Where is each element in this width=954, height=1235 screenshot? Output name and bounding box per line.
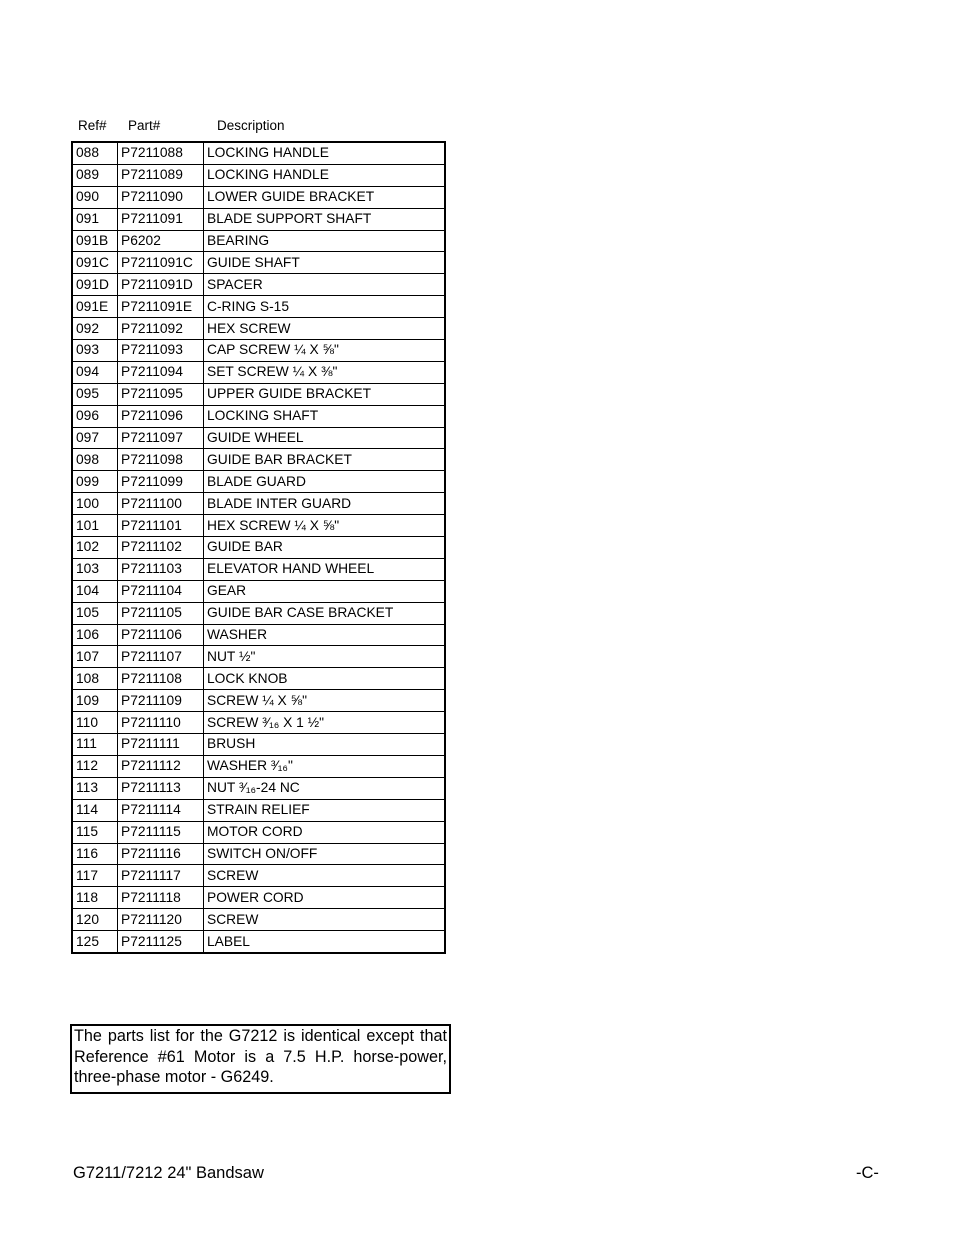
parts-table bbox=[71, 141, 446, 954]
cell-part: P7211094 bbox=[118, 361, 204, 383]
cell-part: P7211116 bbox=[118, 843, 204, 865]
cell-description: LOCKING SHAFT bbox=[204, 405, 446, 427]
cell-description: LOWER GUIDE BRACKET bbox=[204, 186, 446, 208]
table-row bbox=[72, 318, 445, 340]
cell-description: BEARING bbox=[204, 230, 446, 252]
cell-ref: 101 bbox=[72, 515, 118, 537]
cell-ref: 091C bbox=[72, 252, 118, 274]
table-row bbox=[72, 340, 445, 362]
cell-ref: 103 bbox=[72, 558, 118, 580]
cell-ref: 091B bbox=[72, 230, 118, 252]
cell-part: P7211095 bbox=[118, 383, 204, 405]
cell-ref: 090 bbox=[72, 186, 118, 208]
cell-description: SCREW bbox=[204, 865, 446, 887]
cell-ref: 107 bbox=[72, 646, 118, 668]
cell-ref: 098 bbox=[72, 449, 118, 471]
cell-part: P7211091 bbox=[118, 208, 204, 230]
cell-ref: 112 bbox=[72, 755, 118, 777]
cell-ref: 094 bbox=[72, 361, 118, 383]
table-row bbox=[72, 274, 445, 296]
cell-description: LOCK KNOB bbox=[204, 668, 446, 690]
footer-title: G7211/7212 24" Bandsaw bbox=[73, 1164, 264, 1182]
table-row bbox=[72, 755, 445, 777]
table-row bbox=[72, 383, 445, 405]
cell-description: GUIDE BAR bbox=[204, 537, 446, 559]
table-row bbox=[72, 909, 445, 931]
cell-ref: 106 bbox=[72, 624, 118, 646]
cell-part: P7211108 bbox=[118, 668, 204, 690]
table-row bbox=[72, 252, 445, 274]
cell-ref: 102 bbox=[72, 537, 118, 559]
cell-part: P7211106 bbox=[118, 624, 204, 646]
cell-ref: 099 bbox=[72, 471, 118, 493]
cell-ref: 091E bbox=[72, 296, 118, 318]
cell-description: BLADE GUARD bbox=[204, 471, 446, 493]
table-row bbox=[72, 296, 445, 318]
cell-part: P7211101 bbox=[118, 515, 204, 537]
cell-description: GUIDE SHAFT bbox=[204, 252, 446, 274]
cell-description: ELEVATOR HAND WHEEL bbox=[204, 558, 446, 580]
table-row bbox=[72, 712, 445, 734]
table-row bbox=[72, 865, 445, 887]
cell-ref: 091 bbox=[72, 208, 118, 230]
cell-description: WASHER bbox=[204, 624, 446, 646]
table-row bbox=[72, 843, 445, 865]
table-row bbox=[72, 230, 445, 252]
table-row bbox=[72, 580, 445, 602]
cell-part: P7211092 bbox=[118, 318, 204, 340]
table-row bbox=[72, 931, 445, 953]
cell-description: SCREW bbox=[204, 909, 446, 931]
table-row bbox=[72, 361, 445, 383]
cell-part: P7211112 bbox=[118, 755, 204, 777]
cell-ref: 117 bbox=[72, 865, 118, 887]
cell-description: LOCKING HANDLE bbox=[204, 164, 446, 186]
column-header-description: Description bbox=[217, 118, 285, 133]
cell-ref: 108 bbox=[72, 668, 118, 690]
page-number: -C- bbox=[856, 1164, 879, 1182]
cell-description: POWER CORD bbox=[204, 887, 446, 909]
cell-part: P7211098 bbox=[118, 449, 204, 471]
cell-part: P7211104 bbox=[118, 580, 204, 602]
table-row bbox=[72, 887, 445, 909]
cell-description: C-RING S-15 bbox=[204, 296, 446, 318]
cell-part: P7211115 bbox=[118, 821, 204, 843]
cell-description: WASHER ³⁄₁₆" bbox=[204, 755, 446, 777]
table-row bbox=[72, 142, 445, 164]
cell-ref: 118 bbox=[72, 887, 118, 909]
cell-part: P7211113 bbox=[118, 777, 204, 799]
table-row bbox=[72, 777, 445, 799]
cell-part: P7211105 bbox=[118, 602, 204, 624]
cell-part: P7211091D bbox=[118, 274, 204, 296]
table-row bbox=[72, 164, 445, 186]
cell-description: STRAIN RELIEF bbox=[204, 799, 446, 821]
cell-part: P7211088 bbox=[118, 142, 204, 164]
table-row bbox=[72, 186, 445, 208]
cell-ref: 093 bbox=[72, 340, 118, 362]
cell-part: P7211102 bbox=[118, 537, 204, 559]
cell-ref: 104 bbox=[72, 580, 118, 602]
table-row bbox=[72, 558, 445, 580]
cell-description: HEX SCREW ¼ X ⅝" bbox=[204, 515, 446, 537]
cell-description: GUIDE BAR BRACKET bbox=[204, 449, 446, 471]
note-box: The parts list for the G7212 is identical except that Reference #61 Motor is a 7.5 H.P. horse-power, three-phase motor - G6249. bbox=[70, 1024, 451, 1094]
cell-description: SET SCREW ¼ X ⅜" bbox=[204, 361, 446, 383]
cell-description: CAP SCREW ¼ X ⅝" bbox=[204, 340, 446, 362]
cell-part: P7211118 bbox=[118, 887, 204, 909]
cell-ref: 114 bbox=[72, 799, 118, 821]
table-row bbox=[72, 471, 445, 493]
cell-ref: 091D bbox=[72, 274, 118, 296]
table-row bbox=[72, 537, 445, 559]
parts-table-body bbox=[72, 142, 445, 953]
cell-description: SPACER bbox=[204, 274, 446, 296]
cell-description: SCREW ¼ X ⅝" bbox=[204, 690, 446, 712]
cell-part: P7211109 bbox=[118, 690, 204, 712]
cell-description: SWITCH ON/OFF bbox=[204, 843, 446, 865]
cell-ref: 116 bbox=[72, 843, 118, 865]
cell-part: P7211093 bbox=[118, 340, 204, 362]
cell-description: BLADE SUPPORT SHAFT bbox=[204, 208, 446, 230]
cell-part: P7211096 bbox=[118, 405, 204, 427]
cell-ref: 088 bbox=[72, 142, 118, 164]
table-row bbox=[72, 208, 445, 230]
table-row bbox=[72, 624, 445, 646]
cell-ref: 125 bbox=[72, 931, 118, 953]
cell-ref: 095 bbox=[72, 383, 118, 405]
cell-ref: 111 bbox=[72, 734, 118, 756]
cell-part: P7211091C bbox=[118, 252, 204, 274]
cell-ref: 092 bbox=[72, 318, 118, 340]
cell-description: HEX SCREW bbox=[204, 318, 446, 340]
table-row bbox=[72, 690, 445, 712]
table-row bbox=[72, 821, 445, 843]
cell-description: GUIDE WHEEL bbox=[204, 427, 446, 449]
cell-part: P7211089 bbox=[118, 164, 204, 186]
cell-part: P7211125 bbox=[118, 931, 204, 953]
cell-part: P7211114 bbox=[118, 799, 204, 821]
column-header-ref: Ref# bbox=[78, 118, 107, 133]
cell-part: P6202 bbox=[118, 230, 204, 252]
cell-description: BRUSH bbox=[204, 734, 446, 756]
cell-ref: 109 bbox=[72, 690, 118, 712]
table-row bbox=[72, 427, 445, 449]
cell-description: GEAR bbox=[204, 580, 446, 602]
cell-ref: 089 bbox=[72, 164, 118, 186]
cell-description: LABEL bbox=[204, 931, 446, 953]
cell-part: P7211097 bbox=[118, 427, 204, 449]
cell-description: UPPER GUIDE BRACKET bbox=[204, 383, 446, 405]
table-row bbox=[72, 668, 445, 690]
cell-ref: 097 bbox=[72, 427, 118, 449]
cell-description: BLADE INTER GUARD bbox=[204, 493, 446, 515]
cell-part: P7211120 bbox=[118, 909, 204, 931]
cell-ref: 115 bbox=[72, 821, 118, 843]
cell-ref: 105 bbox=[72, 602, 118, 624]
column-header-part: Part# bbox=[128, 118, 161, 133]
cell-ref: 110 bbox=[72, 712, 118, 734]
cell-part: P7211111 bbox=[118, 734, 204, 756]
cell-description: GUIDE BAR CASE BRACKET bbox=[204, 602, 446, 624]
table-row bbox=[72, 515, 445, 537]
cell-description: MOTOR CORD bbox=[204, 821, 446, 843]
table-row bbox=[72, 405, 445, 427]
cell-part: P7211107 bbox=[118, 646, 204, 668]
cell-description: SCREW ³⁄₁₆ X 1 ½" bbox=[204, 712, 446, 734]
cell-description: NUT ½" bbox=[204, 646, 446, 668]
table-row bbox=[72, 602, 445, 624]
cell-part: P7211103 bbox=[118, 558, 204, 580]
table-row bbox=[72, 799, 445, 821]
cell-part: P7211100 bbox=[118, 493, 204, 515]
cell-ref: 096 bbox=[72, 405, 118, 427]
cell-description: NUT ³⁄₁₆-24 NC bbox=[204, 777, 446, 799]
cell-ref: 113 bbox=[72, 777, 118, 799]
cell-part: P7211099 bbox=[118, 471, 204, 493]
cell-ref: 120 bbox=[72, 909, 118, 931]
cell-ref: 100 bbox=[72, 493, 118, 515]
cell-part: P7211090 bbox=[118, 186, 204, 208]
table-row bbox=[72, 734, 445, 756]
cell-part: P7211110 bbox=[118, 712, 204, 734]
cell-description: LOCKING HANDLE bbox=[204, 142, 446, 164]
table-row bbox=[72, 646, 445, 668]
table-row bbox=[72, 493, 445, 515]
cell-part: P7211091E bbox=[118, 296, 204, 318]
table-row bbox=[72, 449, 445, 471]
cell-part: P7211117 bbox=[118, 865, 204, 887]
